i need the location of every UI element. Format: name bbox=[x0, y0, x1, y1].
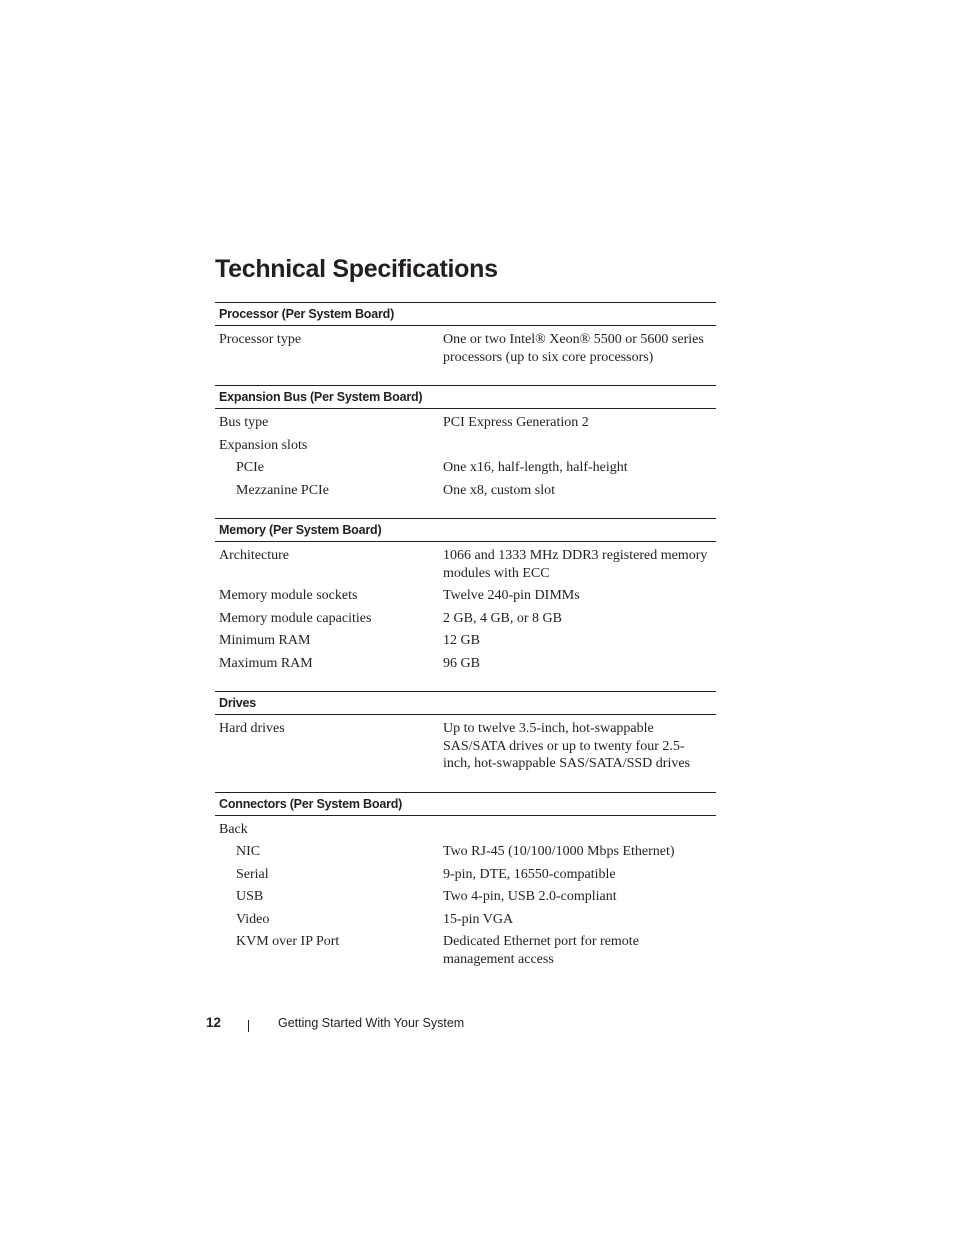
spec-label: NIC bbox=[236, 844, 261, 859]
spec-value bbox=[443, 437, 709, 455]
spec-label: KVM over IP Port bbox=[236, 934, 340, 949]
spec-label: Serial bbox=[236, 866, 269, 882]
spec-section bbox=[215, 518, 716, 674]
spec-label: Memory module capacities bbox=[219, 610, 372, 626]
section-body bbox=[215, 542, 716, 674]
section-body bbox=[215, 409, 716, 501]
spec-row bbox=[215, 607, 716, 630]
page-footer bbox=[0, 1015, 954, 1035]
spec-value: 12 GB bbox=[443, 633, 480, 648]
spec-row bbox=[215, 479, 716, 502]
section-body bbox=[215, 816, 716, 971]
spec-value: One x8, custom slot bbox=[443, 482, 555, 498]
spec-label: Minimum RAM bbox=[219, 633, 311, 648]
spec-row bbox=[215, 584, 716, 607]
spec-label: Back bbox=[219, 821, 248, 837]
spec-value: Two RJ-45 (10/100/1000 Mbps Ethernet) bbox=[443, 844, 675, 859]
section-body bbox=[215, 715, 716, 775]
spec-value: Dedicated Ethernet port for remote management access bbox=[443, 934, 639, 967]
section-header: Connectors (Per System Board) bbox=[215, 792, 716, 816]
section-header: Expansion Bus (Per System Board) bbox=[215, 385, 716, 409]
spec-label: Processor type bbox=[219, 332, 302, 347]
spec-label: USB bbox=[236, 889, 264, 904]
spec-label: Video bbox=[236, 911, 270, 927]
spec-table bbox=[215, 302, 716, 987]
spec-row bbox=[215, 652, 716, 675]
footer-document-title: Getting Started With Your System bbox=[278, 1016, 465, 1030]
spec-section bbox=[215, 385, 716, 501]
spec-row bbox=[215, 930, 716, 970]
spec-row bbox=[215, 328, 716, 368]
spec-row bbox=[215, 456, 716, 479]
spec-label: Memory module sockets bbox=[219, 588, 358, 603]
section-header: Drives bbox=[215, 691, 716, 715]
section-header: Memory (Per System Board) bbox=[215, 518, 716, 542]
spec-row bbox=[215, 717, 716, 775]
spec-label: Expansion slots bbox=[219, 437, 308, 453]
spec-value bbox=[443, 821, 709, 839]
spec-label: Bus type bbox=[219, 415, 269, 430]
spec-row bbox=[215, 863, 716, 886]
spec-label: Maximum RAM bbox=[219, 655, 313, 671]
spec-value: 15-pin VGA bbox=[443, 911, 514, 927]
spec-label: PCIe bbox=[236, 460, 264, 475]
page-title: Technical Specifications bbox=[215, 255, 498, 283]
spec-section bbox=[215, 792, 716, 971]
spec-value: One or two Intel® Xeon® 5500 or 5600 series processors (up to six core processors) bbox=[443, 332, 704, 365]
spec-value: 9-pin, DTE, 16550-compatible bbox=[443, 866, 616, 882]
footer-separator bbox=[248, 1020, 249, 1032]
spec-value: Up to twelve 3.5-inch, hot-swappable SAS/SATA drives or up to twenty four 2.5-inch, hot-swappable SAS/SATA/SSD drives bbox=[443, 721, 690, 771]
spec-row bbox=[215, 818, 716, 841]
spec-label: Mezzanine PCIe bbox=[236, 482, 329, 498]
spec-value: Twelve 240-pin DIMMs bbox=[443, 588, 580, 603]
section-header: Processor (Per System Board) bbox=[215, 302, 716, 326]
spec-section bbox=[215, 691, 716, 775]
spec-row bbox=[215, 885, 716, 908]
spec-row bbox=[215, 544, 716, 584]
spec-section bbox=[215, 302, 716, 368]
spec-value: Two 4-pin, USB 2.0-compliant bbox=[443, 889, 617, 904]
section-body bbox=[215, 326, 716, 368]
spec-value: 1066 and 1333 MHz DDR3 registered memory modules with ECC bbox=[443, 548, 708, 581]
page-number: 12 bbox=[206, 1015, 222, 1030]
spec-value: One x16, half-length, half-height bbox=[443, 460, 628, 475]
spec-row bbox=[215, 411, 716, 434]
spec-row bbox=[215, 908, 716, 931]
spec-value: 2 GB, 4 GB, or 8 GB bbox=[443, 610, 563, 626]
spec-label: Hard drives bbox=[219, 721, 285, 736]
spec-row bbox=[215, 434, 716, 457]
spec-row bbox=[215, 629, 716, 652]
spec-value: 96 GB bbox=[443, 655, 480, 671]
spec-row bbox=[215, 840, 716, 863]
spec-value: PCI Express Generation 2 bbox=[443, 415, 589, 430]
spec-label: Architecture bbox=[219, 548, 289, 563]
